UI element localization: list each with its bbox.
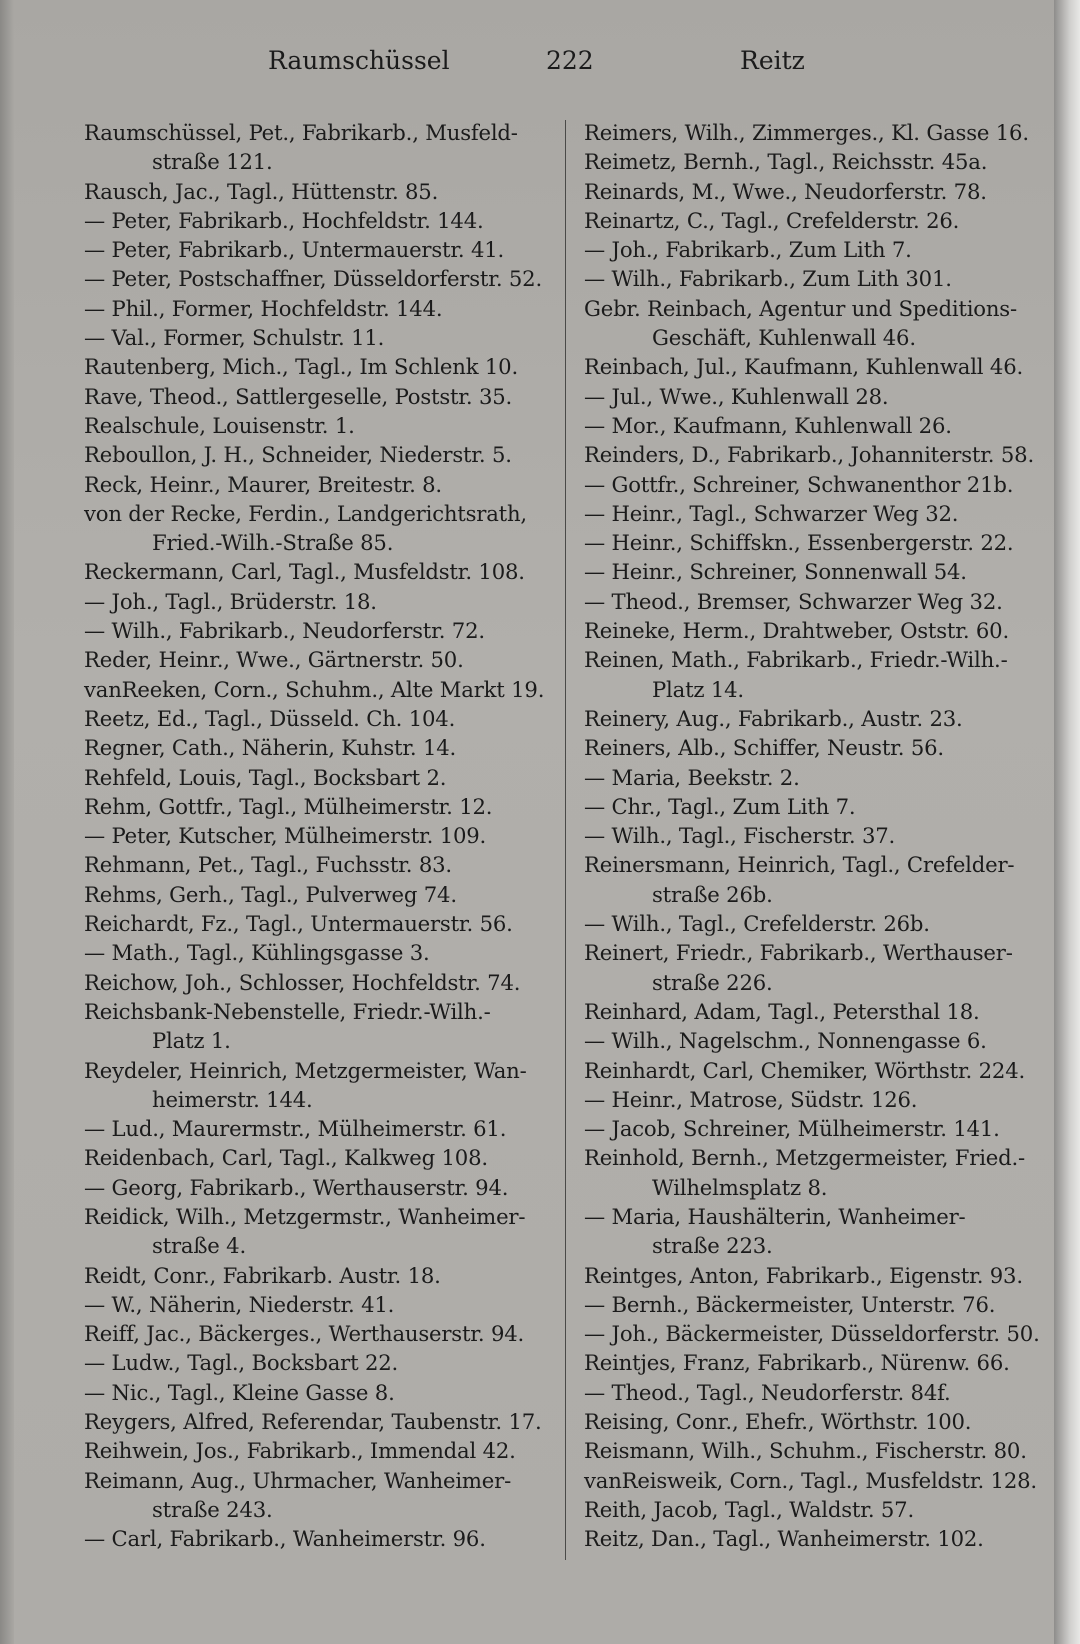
- right-entry-line: Reinhardt, Carl, Chemiker, Wörthstr. 224.: [584, 1057, 1026, 1083]
- left-entry-line: — Wilh., Fabrikarb., Neudorferstr. 72.: [84, 618, 485, 644]
- right-entry-line: Reintjes, Franz, Fabrikarb., Nürenw. 66.: [584, 1350, 1010, 1376]
- right-entry-line: Reinbach, Jul., Kaufmann, Kuhlenwall 46.: [584, 354, 1024, 380]
- right-entry-line: — Joh., Fabrikarb., Zum Lith 7.: [584, 237, 912, 263]
- right-entry-line: — Gottfr., Schreiner, Schwanenthor 21b.: [584, 471, 1014, 497]
- left-entry-line: Reder, Heinr., Wwe., Gärtnerstr. 50.: [84, 647, 464, 673]
- left-entry-line: — Lud., Maurermstr., Mülheimerstr. 61.: [84, 1116, 507, 1142]
- right-entry-line: — Joh., Bäckermeister, Düsseldorferstr. 50.: [584, 1321, 1040, 1347]
- right-entry-line: Reismann, Wilh., Schuhm., Fischerstr. 80.: [584, 1438, 1027, 1464]
- left-entry-line: Rehmann, Pet., Tagl., Fuchsstr. 83.: [84, 852, 452, 878]
- left-entry-line: heimerstr. 144.: [152, 1086, 313, 1112]
- left-entry-line: Reckermann, Carl, Tagl., Musfeldstr. 108.: [84, 559, 525, 585]
- left-entry-line: Reck, Heinr., Maurer, Breitestr. 8.: [84, 471, 442, 497]
- left-entry-line: Fried.-Wilh.-Straße 85.: [152, 530, 394, 556]
- right-entry-line: — Jacob, Schreiner, Mülheimerstr. 141.: [584, 1116, 1000, 1142]
- left-entry-line: — Peter, Kutscher, Mülheimerstr. 109.: [84, 823, 487, 849]
- left-entry-line: Reimann, Aug., Uhrmacher, Wanheimer-: [84, 1467, 512, 1493]
- right-entry-line: Reinersmann, Heinrich, Tagl., Crefelder-: [584, 852, 1015, 878]
- left-entry-line: — Phil., Former, Hochfeldstr. 144.: [84, 295, 443, 321]
- left-entry-line: Raumschüssel, Pet., Fabrikarb., Musfeld-: [84, 120, 518, 145]
- left-entry-line: Rave, Theod., Sattlergeselle, Poststr. 35.: [84, 383, 513, 409]
- right-entry-line: Reimetz, Bernh., Tagl., Reichsstr. 45a.: [584, 149, 988, 175]
- right-entry-line: — Wilh., Fabrikarb., Zum Lith 301.: [584, 266, 952, 292]
- left-entry-line: — Peter, Fabrikarb., Hochfeldstr. 144.: [84, 207, 484, 233]
- right-entry-line: Reinhard, Adam, Tagl., Petersthal 18.: [584, 998, 980, 1024]
- left-entry-line: Rehm, Gottfr., Tagl., Mülheimerstr. 12.: [84, 793, 493, 819]
- right-entry-line: Reith, Jacob, Tagl., Waldstr. 57.: [584, 1496, 914, 1522]
- right-entry-line: Reinards, M., Wwe., Neudorferstr. 78.: [584, 178, 987, 204]
- right-entry-line: Wilhelmsplatz 8.: [652, 1174, 828, 1200]
- right-entry-line: — Heinr., Schreiner, Sonnenwall 54.: [584, 559, 967, 585]
- right-entry-line: straße 26b.: [652, 881, 773, 907]
- left-entry-line: Reidick, Wilh., Metzgermstr., Wanheimer-: [84, 1203, 526, 1229]
- left-entry-line: Reichow, Joh., Schlosser, Hochfeldstr. 74.: [84, 969, 521, 995]
- left-entry-line: Rehfeld, Louis, Tagl., Bocksbart 2.: [84, 764, 447, 790]
- column-divider: [565, 120, 566, 1560]
- right-entry-line: — Chr., Tagl., Zum Lith 7.: [584, 793, 856, 819]
- right-entry-line: — Maria, Haushälterin, Wanheimer-: [584, 1203, 966, 1229]
- left-entry-line: von der Recke, Ferdin., Landgerichtsrath,: [84, 500, 527, 526]
- left-entry-line: Reiff, Jac., Bäckerges., Werthauserstr. 94.: [84, 1321, 525, 1347]
- right-entry-line: straße 226.: [652, 969, 773, 995]
- right-entry-line: — Wilh., Tagl., Fischerstr. 37.: [584, 823, 896, 849]
- right-entry-line: Reiners, Alb., Schiffer, Neustr. 56.: [584, 735, 944, 761]
- right-entry-line: — Wilh., Nagelschm., Nonnengasse 6.: [584, 1028, 987, 1054]
- right-entry-line: Reinders, D., Fabrikarb., Johanniterstr. 58.: [584, 442, 1034, 468]
- right-column: [584, 118, 1054, 1554]
- left-entry-line: Realschule, Louisenstr. 1.: [84, 412, 355, 438]
- header-right-catchword: Reitz: [740, 46, 805, 75]
- left-entry-line: straße 121.: [152, 149, 273, 175]
- right-entry-line: — Heinr., Matrose, Südstr. 126.: [584, 1086, 918, 1112]
- page-edge-left: [0, 0, 14, 1644]
- header-left-catchword: Raumschüssel: [268, 46, 450, 75]
- left-entry-line: — Ludw., Tagl., Bocksbart 22.: [84, 1350, 399, 1376]
- left-entry-line: — Georg, Fabrikarb., Werthauserstr. 94.: [84, 1174, 509, 1200]
- left-entry-line: — W., Näherin, Niederstr. 41.: [84, 1291, 395, 1317]
- left-entry-line: straße 243.: [152, 1496, 273, 1522]
- left-entry-line: — Peter, Postschaffner, Düsseldorferstr. 52.: [84, 266, 542, 292]
- left-column: [84, 118, 548, 1554]
- left-entry-line: Reydeler, Heinrich, Metzgermeister, Wan-: [84, 1057, 527, 1083]
- right-entry-line: Reising, Conr., Ehefr., Wörthstr. 100.: [584, 1409, 972, 1435]
- right-entry-line: Reinen, Math., Fabrikarb., Friedr.-Wilh.-: [584, 647, 1008, 673]
- right-entry-line: Gebr. Reinbach, Agentur und Speditions-: [584, 295, 1017, 321]
- right-entry-line: — Theod., Tagl., Neudorferstr. 84f.: [584, 1379, 951, 1405]
- right-entry-line: — Heinr., Schiffskn., Essenbergerstr. 22.: [584, 530, 1014, 556]
- left-entry-line: Reetz, Ed., Tagl., Düsseld. Ch. 104.: [84, 705, 456, 731]
- left-entry-line: Reidenbach, Carl, Tagl., Kalkweg 108.: [84, 1145, 488, 1171]
- left-entry-line: Reygers, Alfred, Referendar, Taubenstr. 17.: [84, 1409, 542, 1435]
- left-entry-line: Reidt, Conr., Fabrikarb. Austr. 18.: [84, 1262, 441, 1288]
- left-entry-line: Reichsbank-Nebenstelle, Friedr.-Wilh.-: [84, 998, 491, 1024]
- right-entry-line: Platz 14.: [652, 676, 744, 702]
- right-entry-line: — Theod., Bremser, Schwarzer Weg 32.: [584, 588, 1003, 614]
- left-entry-line: Reihwein, Jos., Fabrikarb., Immendal 42.: [84, 1438, 516, 1464]
- right-entry-line: — Bernh., Bäckermeister, Unterstr. 76.: [584, 1291, 996, 1317]
- left-entry-line: Reboullon, J. H., Schneider, Niederstr. 5.: [84, 442, 512, 468]
- left-entry-line: — Joh., Tagl., Brüderstr. 18.: [84, 588, 377, 614]
- left-entry-line: — Peter, Fabrikarb., Untermauerstr. 41.: [84, 237, 505, 263]
- left-entry-line: Rautenberg, Mich., Tagl., Im Schlenk 10.: [84, 354, 518, 380]
- left-entry-line: — Carl, Fabrikarb., Wanheimerstr. 96.: [84, 1526, 486, 1552]
- right-entry-line: — Maria, Beekstr. 2.: [584, 764, 800, 790]
- right-entry-line: Reitz, Dan., Tagl., Wanheimerstr. 102.: [584, 1526, 984, 1552]
- right-entry-line: Reinery, Aug., Fabrikarb., Austr. 23.: [584, 705, 963, 731]
- right-entry-line: Reinert, Friedr., Fabrikarb., Werthauser-: [584, 940, 1013, 966]
- page-number: 222: [546, 46, 594, 75]
- right-entry-line: — Wilh., Tagl., Crefelderstr. 26b.: [584, 911, 930, 937]
- left-entry-line: straße 4.: [152, 1233, 246, 1259]
- right-entry-line: Reineke, Herm., Drahtweber, Oststr. 60.: [584, 618, 1009, 644]
- right-entry-line: Reimers, Wilh., Zimmerges., Kl. Gasse 16.: [584, 120, 1029, 145]
- right-entry-line: Reinhold, Bernh., Metzgermeister, Fried.-: [584, 1145, 1025, 1171]
- left-entry-line: — Nic., Tagl., Kleine Gasse 8.: [84, 1379, 395, 1405]
- right-entry-line: straße 223.: [652, 1233, 773, 1259]
- right-entry-line: — Heinr., Tagl., Schwarzer Weg 32.: [584, 500, 959, 526]
- left-entry-line: Rehms, Gerh., Tagl., Pulverweg 74.: [84, 881, 457, 907]
- left-entry-line: Regner, Cath., Näherin, Kuhstr. 14.: [84, 735, 457, 761]
- left-entry-line: vanReeken, Corn., Schuhm., Alte Markt 19.: [84, 676, 545, 702]
- right-entry-line: — Mor., Kaufmann, Kuhlenwall 26.: [584, 412, 952, 438]
- right-entry-line: vanReisweik, Corn., Tagl., Musfeldstr. 128.: [584, 1467, 1037, 1493]
- right-entry-line: Reinartz, C., Tagl., Crefelderstr. 26.: [584, 207, 960, 233]
- right-entry-line: — Jul., Wwe., Kuhlenwall 28.: [584, 383, 889, 409]
- left-entry-line: Reichardt, Fz., Tagl., Untermauerstr. 56.: [84, 911, 513, 937]
- page-header: [0, 46, 1080, 86]
- left-entry-line: Platz 1.: [152, 1028, 231, 1054]
- right-entry-line: Reintges, Anton, Fabrikarb., Eigenstr. 93.: [584, 1262, 1023, 1288]
- right-entry-line: Geschäft, Kuhlenwall 46.: [652, 325, 916, 351]
- left-entry-line: — Val., Former, Schulstr. 11.: [84, 325, 385, 351]
- left-entry-line: — Math., Tagl., Kühlingsgasse 3.: [84, 940, 430, 966]
- page-edge-right: [1054, 0, 1080, 1644]
- left-entry-line: Rausch, Jac., Tagl., Hüttenstr. 85.: [84, 178, 439, 204]
